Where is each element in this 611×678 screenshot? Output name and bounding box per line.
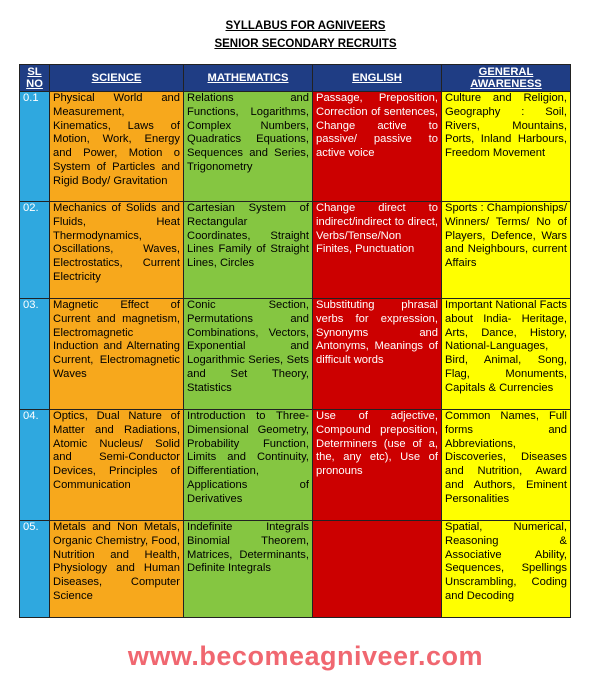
general-awareness-cell: Culture and Religion, Geography : Soil, Rivers, Mountains, Ports, Inland Harbours, Freedom Movement xyxy=(442,92,571,202)
general-awareness-cell: Sports : Championships/ Winners/ Terms/ No of Players, Defence, Wars and Neighbours, current Affairs xyxy=(442,202,571,299)
english-cell: Use of adjective, Compound preposition, Determiners (use of a, the, any etc), Use of pronouns xyxy=(313,410,442,521)
science-cell: Magnetic Effect of Current and magnetism, Electromagnetic Induction and Alternating Current, Electromagnetic Waves xyxy=(50,299,184,410)
header-mathematics: MATHEMATICS xyxy=(184,65,313,92)
page-subtitle: SENIOR SECONDARY RECRUITS xyxy=(214,38,397,50)
row-number: 03. xyxy=(20,299,50,410)
science-cell: Physical World and Measurement, Kinematics, Laws of Motion, Work, Energy and Power, Motion o System of Particles and Rigid Body/ Gravitation xyxy=(50,92,184,202)
row-number: 0.1 xyxy=(20,92,50,202)
english-cell: Change direct to indirect/indirect to direct, Verbs/Tense/Non Finites, Punctuation xyxy=(313,202,442,299)
mathematics-cell: Indefinite Integrals Binomial Theorem, Matrices, Determinants, Definite Integrals xyxy=(184,521,313,618)
header-english: ENGLISH xyxy=(313,65,442,92)
header-general-awareness: GENERAL AWARENESS xyxy=(442,65,571,92)
mathematics-cell: Introduction to Three-Dimensional Geometry, Probability Function, Limits and Continuity, Differentiation, Applications of Derivatives xyxy=(184,410,313,521)
general-awareness-cell: Spatial, Numerical, Reasoning & Associative Ability, Sequences, Spellings Unscrambling, Coding and Decoding xyxy=(442,521,571,618)
row-number: 02. xyxy=(20,202,50,299)
general-awareness-cell: Common Names, Full forms and Abbreviations, Discoveries, Diseases and Nutrition, Award and Authors, Eminent Personalities xyxy=(442,410,571,521)
row-number: 04. xyxy=(20,410,50,521)
english-cell xyxy=(313,521,442,618)
general-awareness-cell: Important National Facts about India- Heritage, Arts, Dance, History, National-Languages, Bird, Animal, Song, Flag, Monuments, Capitals & Currencies xyxy=(442,299,571,410)
english-cell: Passage, Preposition, Correction of sentences, Change active to passive/ passive to active voice xyxy=(313,92,442,202)
table-row xyxy=(20,521,571,618)
website-url: www.becomeagniveer.com xyxy=(127,641,484,671)
table-row xyxy=(20,410,571,521)
table-row xyxy=(20,202,571,299)
page-title: SYLLABUS FOR AGNIVEERS xyxy=(225,20,386,32)
mathematics-cell: Relations and Functions, Logarithms, Complex Numbers, Quadratics Equations, Sequences and Series, Trigonometry xyxy=(184,92,313,202)
table-row xyxy=(20,299,571,410)
table-header-row xyxy=(20,65,571,92)
row-number: 05. xyxy=(20,521,50,618)
mathematics-cell: Cartesian System of Rectangular Coordinates, Straight Lines Family of Straight Lines, Circles xyxy=(184,202,313,299)
english-cell: Substituting phrasal verbs for expression, Synonyms and Antonyms, Meanings of difficult words xyxy=(313,299,442,410)
syllabus-table xyxy=(19,64,571,618)
header-sl-no: SL NO xyxy=(20,65,50,92)
table-row xyxy=(20,92,571,202)
mathematics-cell: Conic Section, Permutations and Combinations, Vectors, Exponential and Logarithmic Series, Sets and Set Theory, Statistics xyxy=(184,299,313,410)
science-cell: Optics, Dual Nature of Matter and Radiations, Atomic Nucleus/ Solid and Semi-Conductor Devices, Principles of Communication xyxy=(50,410,184,521)
header-science: SCIENCE xyxy=(50,65,184,92)
science-cell: Mechanics of Solids and Fluids, Heat Thermodynamics, Oscillations, Waves, Electrostatics, Current Electricity xyxy=(50,202,184,299)
science-cell: Metals and Non Metals, Organic Chemistry, Food, Nutrition and Health, Physiology and Human Diseases, Computer Science xyxy=(50,521,184,618)
